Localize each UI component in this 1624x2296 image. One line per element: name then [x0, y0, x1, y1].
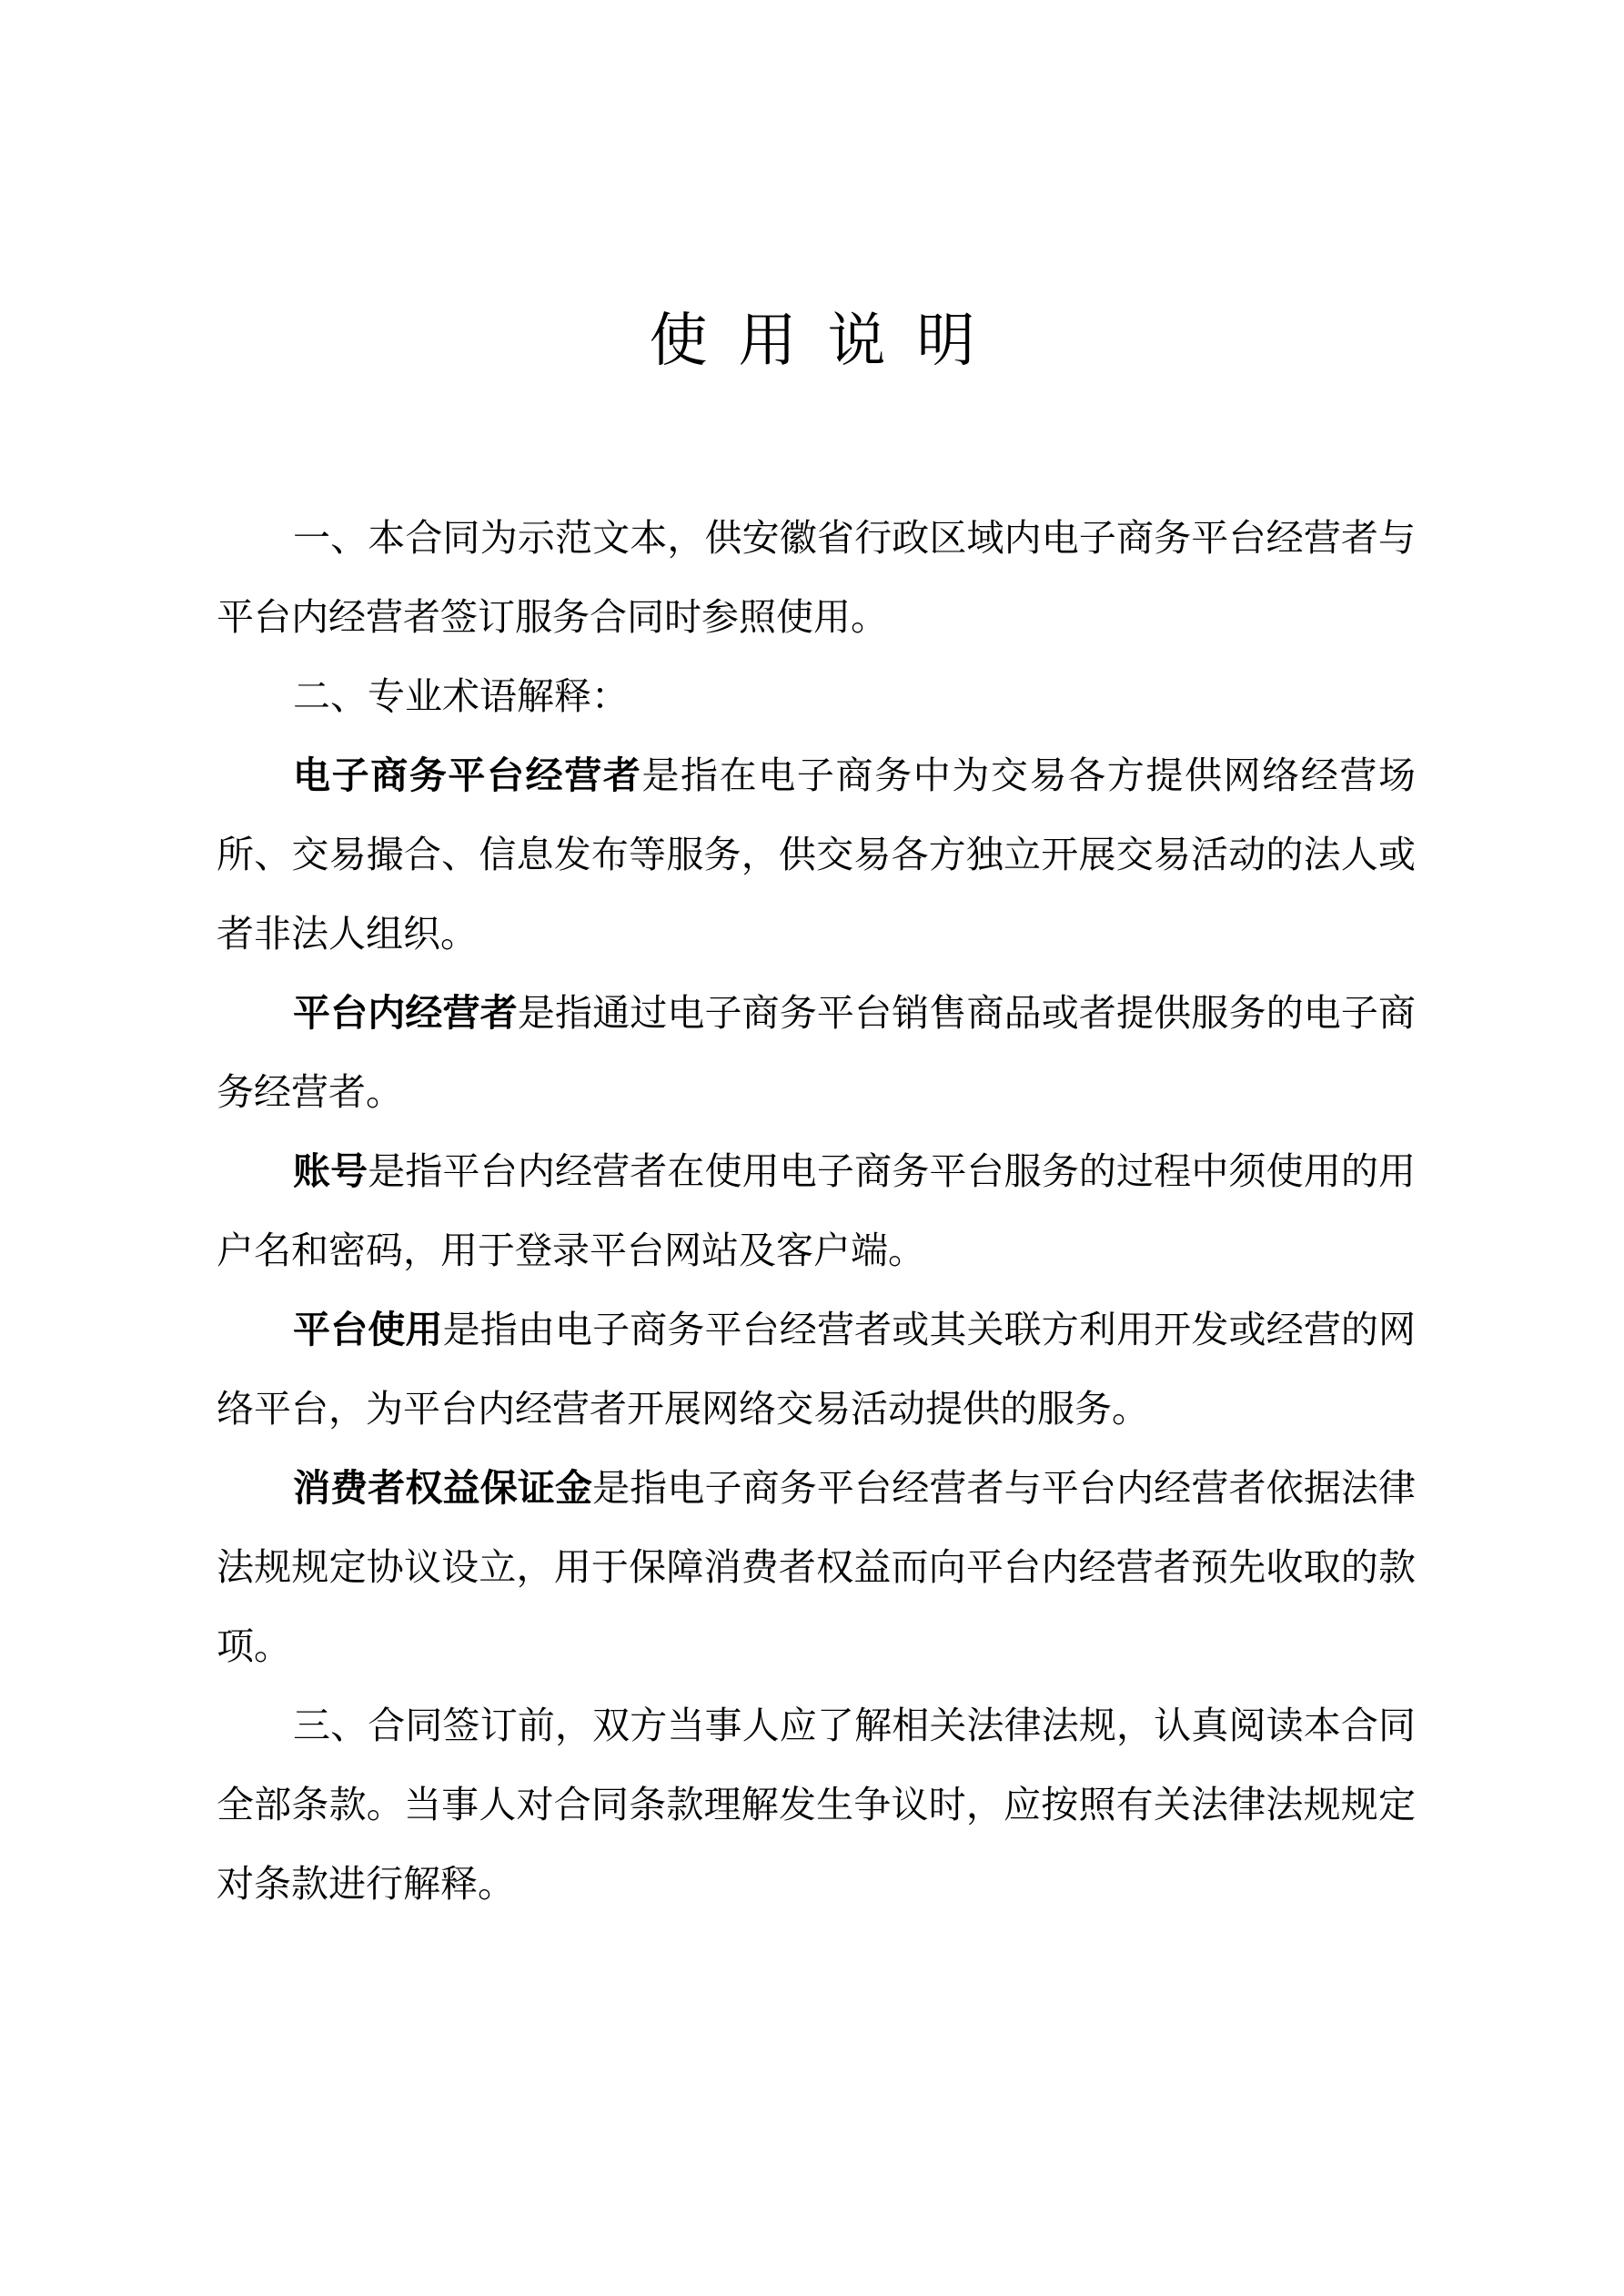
definition-in-platform-operator	[217, 974, 1416, 1132]
term-label: 平台内经营者	[293, 991, 518, 1035]
term-label: 电子商务平台经营者	[293, 754, 642, 797]
term-label: 平台使用	[293, 1308, 443, 1351]
document-body	[217, 499, 1416, 1924]
term-label: 消费者权益保证金	[293, 1466, 593, 1510]
definition-text: 是指平台内经营者在使用电子商务平台服务的过程中须使用的用户名和密码，用于登录平台网站及客户端。	[217, 1149, 1417, 1272]
paragraph-text: 二、专业术语解释：	[293, 674, 629, 718]
definition-consumer-deposit	[217, 1449, 1416, 1686]
term-label: 账号	[293, 1149, 368, 1193]
definition-text: 是指由电子商务平台经营者或其关联方利用开发或经营的网络平台，为平台内经营者开展网络交易活动提供的服务。	[217, 1308, 1417, 1431]
paragraph-usage-scope	[217, 499, 1416, 657]
definition-text: 是指电子商务平台经营者与平台内经营者依据法律法规规定协议设立，用于保障消费者权益而向平台内经营者预先收取的款项。	[217, 1466, 1417, 1668]
paragraph-text: 一、本合同为示范文本，供安徽省行政区域内电子商务平台经营者与平台内经营者签订服务合同时参照使用。	[217, 516, 1416, 639]
definition-platform-operator	[217, 736, 1416, 974]
definition-account	[217, 1132, 1416, 1290]
paragraph-text: 三、合同签订前，双方当事人应了解相关法律法规，认真阅读本合同全部条款。当事人对合同条款理解发生争议时，应按照有关法律法规规定对条款进行解释。	[217, 1704, 1416, 1906]
definition-text: 是指通过电子商务平台销售商品或者提供服务的电子商务经营者。	[217, 991, 1416, 1114]
page-title: 使用说明	[649, 308, 1006, 375]
paragraph-pre-signing	[217, 1686, 1416, 1924]
definition-text: 是指在电子商务中为交易各方提供网络经营场所、交易撮合、信息发布等服务，供交易各方独立开展交易活动的法人或者非法人组织。	[217, 754, 1417, 956]
definition-platform-use	[217, 1290, 1416, 1449]
paragraph-terms-heading	[217, 657, 1416, 736]
